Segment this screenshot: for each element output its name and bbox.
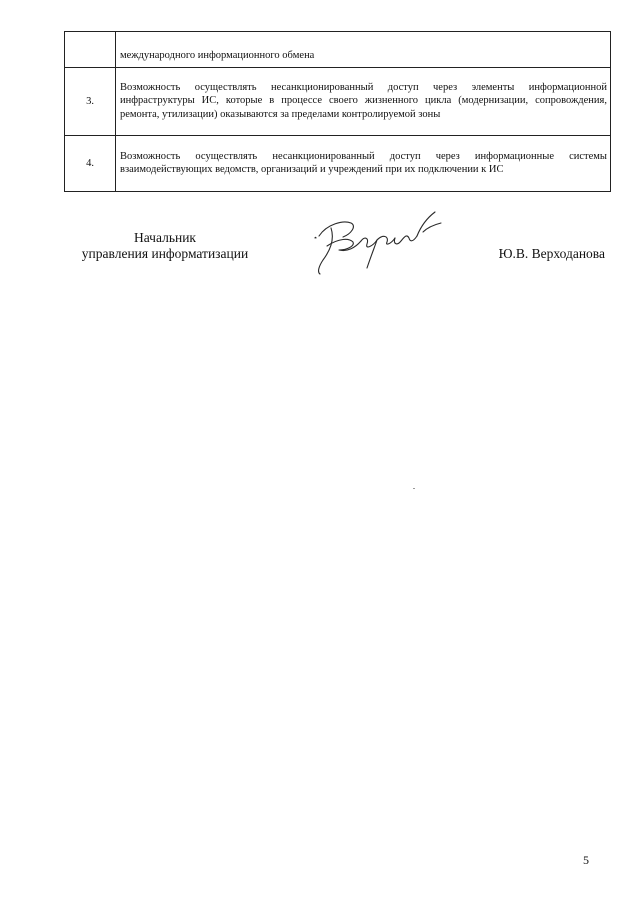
signatory-title-line2: управления информатизации bbox=[81, 246, 249, 261]
row-number: 4. bbox=[65, 136, 116, 192]
table-row bbox=[65, 68, 611, 136]
scan-speck bbox=[413, 488, 415, 489]
signatory-title-line1: Начальник bbox=[133, 230, 196, 245]
table-row bbox=[65, 136, 611, 192]
table-row bbox=[65, 32, 611, 68]
signatory-name: Ю.В. Верходанова bbox=[498, 246, 605, 261]
row-description: Возможность осуществлять несанкционированный доступ через элементы информационной инфраструктуры ИС, которые в процессе своего жизненного цикла (модернизации, сопровождения, ремонта, утилизации) оказываются за пределами контролируемой зоны bbox=[116, 68, 611, 136]
row-number: 3. bbox=[65, 68, 116, 136]
row-description: Возможность осуществлять несанкционированный доступ через информационные системы взаимодействующих ведомств, организаций и учреждений при их подключении к ИС bbox=[116, 136, 611, 192]
row-number bbox=[65, 32, 116, 68]
page-number: 5 bbox=[583, 853, 589, 867]
signatory-title bbox=[60, 230, 270, 262]
threats-table bbox=[64, 31, 611, 192]
handwritten-signature bbox=[313, 208, 453, 280]
row-description: международного информационного обмена bbox=[116, 32, 611, 68]
